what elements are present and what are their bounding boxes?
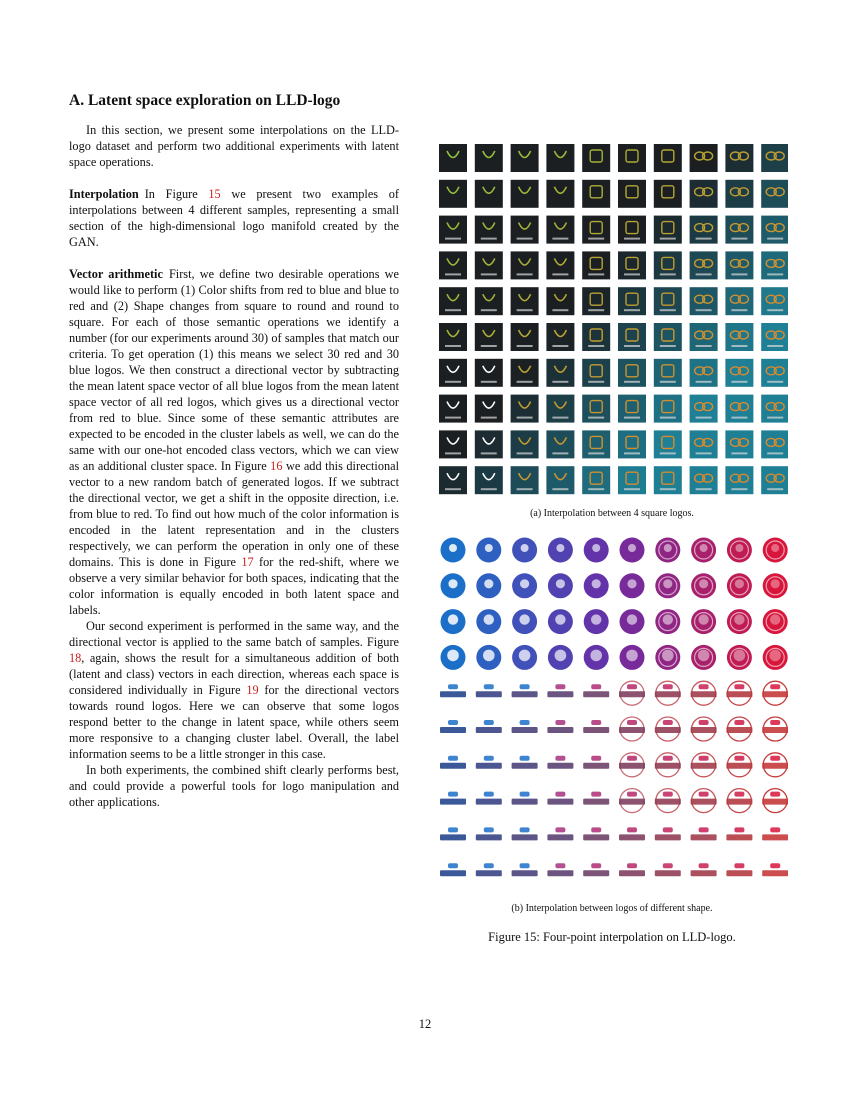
- logo-thumbnail: [476, 538, 501, 563]
- logo-thumbnail: [654, 144, 682, 172]
- logo-thumbnail: [512, 720, 538, 733]
- shape-logo-interpolation-grid: [436, 534, 788, 891]
- logo-thumbnail: [546, 180, 574, 208]
- logo-thumbnail: [511, 180, 539, 208]
- logo-thumbnail: [761, 180, 788, 208]
- logo-thumbnail: [725, 359, 753, 387]
- logo-thumbnail: [619, 717, 645, 741]
- logo-thumbnail: [582, 251, 610, 279]
- logo-thumbnail: [726, 717, 752, 741]
- logo-thumbnail: [511, 359, 539, 387]
- subfigure-caption-a: (a) Interpolation between 4 square logos.: [530, 508, 694, 519]
- logo-thumbnail: [690, 359, 718, 387]
- logo-thumbnail: [475, 323, 503, 351]
- logo-thumbnail: [619, 827, 645, 840]
- logo-thumbnail: [725, 466, 753, 494]
- logo-thumbnail: [762, 789, 788, 813]
- logo-thumbnail: [725, 144, 753, 172]
- logo-thumbnail: [655, 573, 680, 598]
- figure-caption: Figure 15: Four-point interpolation on LLD-logo.: [488, 930, 736, 944]
- logo-thumbnail: [690, 144, 718, 172]
- logo-thumbnail: [691, 753, 717, 777]
- figure-ref-link[interactable]: 15: [208, 187, 221, 201]
- logo-thumbnail: [582, 466, 610, 494]
- logo-thumbnail: [620, 609, 645, 634]
- logo-thumbnail: [655, 538, 680, 563]
- logo-thumbnail: [475, 430, 503, 458]
- logo-thumbnail: [763, 573, 788, 598]
- logo-thumbnail: [726, 789, 752, 813]
- logo-thumbnail: [725, 395, 753, 423]
- logo-thumbnail: [475, 359, 503, 387]
- logo-thumbnail: [546, 395, 574, 423]
- logo-thumbnail: [512, 609, 537, 634]
- logo-thumbnail: [691, 573, 716, 598]
- logo-thumbnail: [726, 753, 752, 777]
- logo-thumbnail: [725, 180, 753, 208]
- logo-thumbnail: [654, 216, 682, 244]
- logo-thumbnail: [511, 430, 539, 458]
- logo-thumbnail: [761, 430, 788, 458]
- logo-thumbnail: [725, 287, 753, 315]
- logo-thumbnail: [618, 466, 646, 494]
- logo-thumbnail: [439, 180, 467, 208]
- logo-thumbnail: [582, 395, 610, 423]
- logo-thumbnail: [511, 251, 539, 279]
- logo-thumbnail: [691, 645, 716, 670]
- logo-thumbnail: [548, 538, 573, 563]
- logo-thumbnail: [475, 180, 503, 208]
- section-title: A. Latent space exploration on LLD-logo: [69, 92, 341, 109]
- logo-thumbnail: [512, 573, 537, 598]
- logo-thumbnail: [619, 753, 645, 777]
- logo-thumbnail: [512, 756, 538, 769]
- logo-thumbnail: [726, 681, 752, 705]
- logo-thumbnail: [476, 720, 502, 733]
- logo-thumbnail: [582, 180, 610, 208]
- logo-thumbnail: [546, 323, 574, 351]
- logo-thumbnail: [548, 573, 573, 598]
- logo-thumbnail: [546, 251, 574, 279]
- logo-thumbnail: [655, 609, 680, 634]
- logo-thumbnail: [727, 609, 752, 634]
- logo-thumbnail: [441, 645, 466, 670]
- logo-thumbnail: [691, 789, 717, 813]
- logo-thumbnail: [475, 395, 503, 423]
- logo-thumbnail: [546, 144, 574, 172]
- logo-thumbnail: [439, 216, 467, 244]
- logo-thumbnail: [584, 609, 609, 634]
- second-experiment-paragraph: Our second experiment is performed in the same way, and the directional vector is applied to the same batch of samples. Figure 18, again, shows the result for a simultaneous addition of both (latent and class) vectors in each direction, whereas each space is considered individually in Figure 19 for the directional vectors towards round logos. Here we can observe that some logos respond better to the change in latent space, while others seem more responsive to a changing cluster label. Overall, the label information seems to be a little stronger in this case.: [69, 619, 399, 761]
- logo-thumbnail: [726, 827, 752, 840]
- logo-thumbnail: [582, 287, 610, 315]
- logo-thumbnail: [546, 359, 574, 387]
- logo-thumbnail: [476, 792, 502, 805]
- logo-thumbnail: [547, 720, 573, 733]
- logo-thumbnail: [547, 827, 573, 840]
- logo-thumbnail: [618, 395, 646, 423]
- logo-thumbnail: [548, 645, 573, 670]
- logo-thumbnail: [763, 538, 788, 563]
- logo-thumbnail: [618, 359, 646, 387]
- logo-thumbnail: [583, 827, 609, 840]
- logo-thumbnail: [618, 144, 646, 172]
- logo-thumbnail: [727, 573, 752, 598]
- logo-thumbnail: [725, 216, 753, 244]
- logo-thumbnail: [476, 645, 501, 670]
- logo-thumbnail: [584, 645, 609, 670]
- logo-thumbnail: [618, 216, 646, 244]
- logo-thumbnail: [475, 287, 503, 315]
- logo-thumbnail: [655, 789, 681, 813]
- logo-thumbnail: [512, 645, 537, 670]
- logo-thumbnail: [546, 430, 574, 458]
- figure-ref-link[interactable]: 18: [69, 651, 82, 665]
- logo-thumbnail: [620, 645, 645, 670]
- logo-thumbnail: [476, 573, 501, 598]
- logo-thumbnail: [547, 756, 573, 769]
- logo-thumbnail: [440, 827, 466, 840]
- conclusion-paragraph: In both experiments, the combined shift clearly performs best, and could provide a powerful tools for logo manipulation and other applications.: [69, 763, 399, 809]
- logo-thumbnail: [654, 466, 682, 494]
- logo-thumbnail: [439, 359, 467, 387]
- logo-thumbnail: [655, 717, 681, 741]
- logo-thumbnail: [691, 609, 716, 634]
- logo-thumbnail: [690, 323, 718, 351]
- logo-thumbnail: [654, 323, 682, 351]
- logo-thumbnail: [725, 323, 753, 351]
- logo-thumbnail: [654, 395, 682, 423]
- logo-thumbnail: [511, 323, 539, 351]
- logo-thumbnail: [511, 395, 539, 423]
- logo-thumbnail: [512, 538, 537, 563]
- logo-thumbnail: [547, 684, 573, 697]
- logo-thumbnail: [691, 863, 717, 876]
- logo-thumbnail: [762, 863, 788, 876]
- subfigure-caption-b: (b) Interpolation between logos of different shape.: [511, 903, 713, 914]
- logo-thumbnail: [583, 720, 609, 733]
- logo-thumbnail: [582, 430, 610, 458]
- left-column: [69, 92, 399, 810]
- logo-thumbnail: [690, 216, 718, 244]
- logo-thumbnail: [655, 645, 680, 670]
- logo-thumbnail: [761, 359, 788, 387]
- logo-thumbnail: [655, 681, 681, 705]
- logo-thumbnail: [619, 863, 645, 876]
- logo-thumbnail: [583, 684, 609, 697]
- logo-thumbnail: [547, 863, 573, 876]
- logo-thumbnail: [618, 430, 646, 458]
- logo-thumbnail: [582, 323, 610, 351]
- logo-thumbnail: [761, 395, 788, 423]
- logo-thumbnail: [512, 792, 538, 805]
- logo-thumbnail: [548, 609, 573, 634]
- logo-thumbnail: [511, 466, 539, 494]
- logo-thumbnail: [512, 684, 538, 697]
- logo-thumbnail: [618, 251, 646, 279]
- logo-thumbnail: [690, 180, 718, 208]
- logo-thumbnail: [439, 466, 467, 494]
- logo-thumbnail: [655, 827, 681, 840]
- logo-thumbnail: [476, 863, 502, 876]
- logo-thumbnail: [440, 756, 466, 769]
- logo-thumbnail: [439, 323, 467, 351]
- logo-thumbnail: [475, 216, 503, 244]
- logo-thumbnail: [618, 323, 646, 351]
- logo-thumbnail: [583, 863, 609, 876]
- logo-thumbnail: [582, 216, 610, 244]
- logo-thumbnail: [582, 144, 610, 172]
- logo-thumbnail: [761, 323, 788, 351]
- logo-thumbnail: [655, 863, 681, 876]
- logo-thumbnail: [762, 681, 788, 705]
- logo-thumbnail: [439, 430, 467, 458]
- logo-thumbnail: [654, 251, 682, 279]
- logo-thumbnail: [439, 144, 467, 172]
- logo-thumbnail: [439, 251, 467, 279]
- logo-thumbnail: [440, 684, 466, 697]
- logo-thumbnail: [763, 645, 788, 670]
- intro-paragraph: In this section, we present some interpolations on the LLD-logo dataset and perform two additional experiments with latent space operations.: [69, 123, 399, 169]
- logo-thumbnail: [547, 792, 573, 805]
- logo-thumbnail: [439, 395, 467, 423]
- logo-thumbnail: [726, 863, 752, 876]
- figure-ref-link[interactable]: 19: [246, 683, 259, 697]
- logo-thumbnail: [690, 466, 718, 494]
- logo-thumbnail: [512, 863, 538, 876]
- logo-thumbnail: [475, 144, 503, 172]
- logo-thumbnail: [440, 720, 466, 733]
- logo-thumbnail: [441, 573, 466, 598]
- logo-thumbnail: [618, 180, 646, 208]
- logo-thumbnail: [725, 251, 753, 279]
- logo-thumbnail: [725, 430, 753, 458]
- logo-thumbnail: [476, 684, 502, 697]
- logo-thumbnail: [439, 287, 467, 315]
- logo-thumbnail: [440, 792, 466, 805]
- logo-thumbnail: [691, 538, 716, 563]
- logo-thumbnail: [584, 573, 609, 598]
- logo-thumbnail: [654, 180, 682, 208]
- logo-thumbnail: [546, 287, 574, 315]
- logo-thumbnail: [618, 287, 646, 315]
- square-logo-interpolation-grid: [436, 141, 788, 496]
- logo-thumbnail: [441, 538, 466, 563]
- logo-thumbnail: [762, 753, 788, 777]
- logo-thumbnail: [583, 756, 609, 769]
- vector-arithmetic-heading: Vector arithmetic: [69, 267, 163, 281]
- logo-thumbnail: [476, 609, 501, 634]
- logo-thumbnail: [511, 144, 539, 172]
- page-number: 12: [418, 1017, 432, 1031]
- logo-thumbnail: [476, 827, 502, 840]
- logo-thumbnail: [511, 216, 539, 244]
- logo-thumbnail: [475, 466, 503, 494]
- logo-thumbnail: [761, 144, 788, 172]
- logo-thumbnail: [691, 681, 717, 705]
- interpolation-heading: Interpolation: [69, 187, 139, 201]
- figure-ref-link[interactable]: 16: [270, 459, 283, 473]
- figure-square-logo-grid: [436, 141, 788, 496]
- logo-thumbnail: [690, 287, 718, 315]
- logo-thumbnail: [690, 395, 718, 423]
- logo-thumbnail: [546, 466, 574, 494]
- logo-thumbnail: [762, 717, 788, 741]
- logo-thumbnail: [546, 216, 574, 244]
- logo-thumbnail: [761, 216, 788, 244]
- logo-thumbnail: [512, 827, 538, 840]
- logo-thumbnail: [619, 681, 645, 705]
- logo-thumbnail: [583, 792, 609, 805]
- figure-round-logo-grid: [436, 534, 788, 891]
- logo-thumbnail: [763, 609, 788, 634]
- logo-thumbnail: [619, 789, 645, 813]
- interpolation-paragraph: Interpolation In Figure 15 we present two examples of interpolations between 4 different samples, representing a small section of the high-dimensional logo manifold created by the GAN.: [69, 187, 399, 249]
- logo-thumbnail: [440, 863, 466, 876]
- logo-thumbnail: [582, 359, 610, 387]
- vector-arithmetic-paragraph: Vector arithmetic First, we define two desirable operations we would like to perform (1) Color shifts from red to blue and blue to red and (2) Shape changes from square to round and round to square. For each of those semantic operations we identify a number (for our experiments around 30) of samples that match our criteria. To get operation (1) this means we select 30 red and 30 blue logos. We then construct a directional vector by subtracting the mean latent space vector of all blue logos from the mean latent space vector of all red logos, which gives us a directional vector from red to blue. Since some of these semantic attributes are expected to be encoded in the cluster labels as well, we can do the same with our one-hot encoded class vectors, which we can view as an additional cluster space. In Figure 16 we add this directional vector to a new random batch of generated logos. If we subtract the directional vector, we get a shift in the opposite direction, i.e. from blue to red. To find out how much of the color information is encoded in the latent representation and in the clusters respectively, we can perform the operation in only one of these domains. This is done in Figure 17 for the red-shift, where we observe a very similar behavior for both spaces, indicating that the color information is equally encoded in both latent space and labels.: [69, 267, 400, 617]
- logo-thumbnail: [654, 430, 682, 458]
- logo-thumbnail: [761, 251, 788, 279]
- figure-ref-link[interactable]: 17: [241, 555, 254, 569]
- logo-thumbnail: [441, 609, 466, 634]
- logo-thumbnail: [584, 538, 609, 563]
- logo-thumbnail: [476, 756, 502, 769]
- logo-thumbnail: [691, 717, 717, 741]
- logo-thumbnail: [762, 827, 788, 840]
- logo-thumbnail: [727, 538, 752, 563]
- logo-thumbnail: [654, 287, 682, 315]
- logo-thumbnail: [727, 645, 752, 670]
- logo-thumbnail: [690, 251, 718, 279]
- logo-thumbnail: [761, 287, 788, 315]
- logo-thumbnail: [511, 287, 539, 315]
- logo-thumbnail: [691, 827, 717, 840]
- logo-thumbnail: [654, 359, 682, 387]
- logo-thumbnail: [655, 753, 681, 777]
- logo-thumbnail: [620, 538, 645, 563]
- logo-thumbnail: [475, 251, 503, 279]
- logo-thumbnail: [620, 573, 645, 598]
- logo-thumbnail: [690, 430, 718, 458]
- logo-thumbnail: [761, 466, 788, 494]
